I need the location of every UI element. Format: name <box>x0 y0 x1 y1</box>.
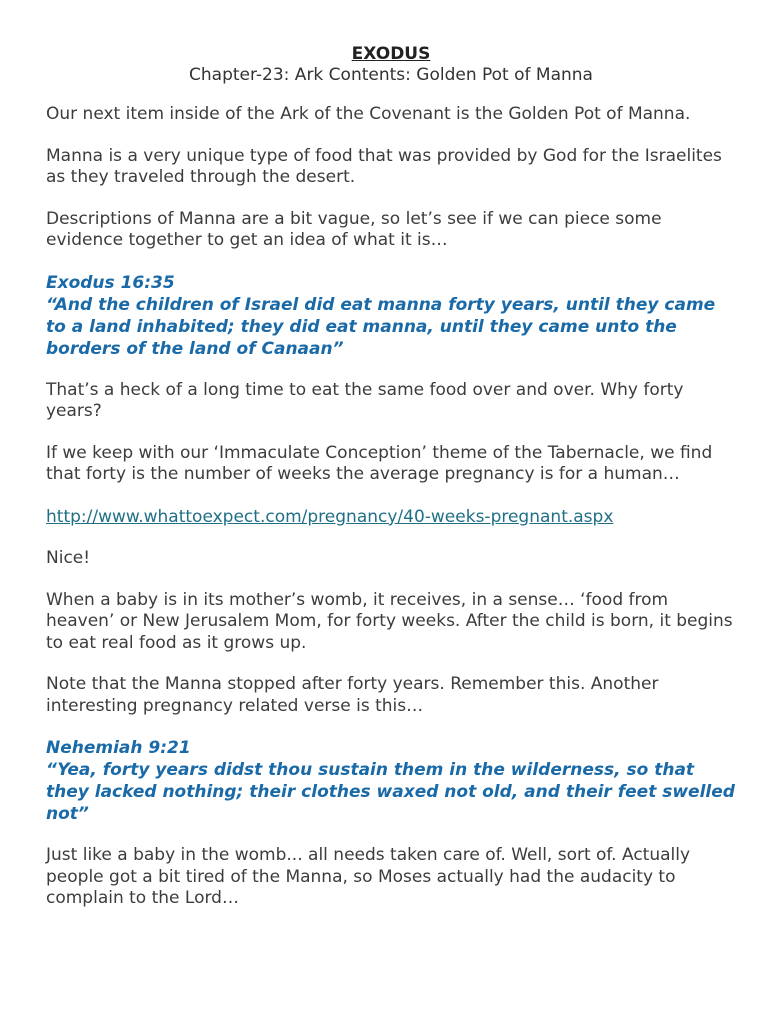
document-title: EXODUS <box>351 44 431 64</box>
paragraph: Our next item inside of the Ark of the Covenant is the Golden Pot of Manna. <box>46 104 691 124</box>
paragraph: Manna is a very unique type of food that was provided by God for the Israelites as they traveled through the desert. <box>46 145 722 187</box>
document-page <box>46 44 736 930</box>
verse-reference: Exodus 16:35 <box>46 272 175 293</box>
pregnancy-link[interactable]: http://www.whattoexpect.com/pregnancy/40-weeks-pregnant.aspx <box>46 506 614 527</box>
scripture-quote <box>46 272 736 360</box>
paragraph: Just like a baby in the womb... all needs taken care of. Well, sort of. Actually people got a bit tired of the Manna, so Moses actually had the audacity to complain to the Lord… <box>46 845 691 908</box>
verse-text: “And the children of Israel did eat manna forty years, until they came to a land inhabited; they did eat manna, until they came unto the borders of the land of Canaan” <box>46 294 716 359</box>
paragraph: Note that the Manna stopped after forty years. Remember this. Another interesting pregnancy related verse is this… <box>46 674 659 716</box>
verse-reference: Nehemiah 9:21 <box>46 738 191 758</box>
paragraph: Descriptions of Manna are a bit vague, so let’s see if we can piece some evidence together to get an idea of what it is… <box>46 208 662 250</box>
paragraph: If we keep with our ‘Immaculate Conception’ theme of the Tabernacle, we find that forty is the number of weeks the average pregnancy is for a human… <box>46 442 713 484</box>
paragraph: When a baby is in its mother’s womb, it receives, in a sense… ‘food from heaven’ or New Jerusalem Mom, for forty weeks. After the child is born, it begins to eat real food as it grows up. <box>46 589 733 653</box>
paragraph: Nice! <box>46 548 91 568</box>
verse-text: “Yea, forty years didst thou sustain them in the wilderness, so that they lacked nothing; their clothes waxed not old, and their feet swelled not” <box>46 760 735 824</box>
paragraph: That’s a heck of a long time to eat the same food over and over. Why forty years? <box>46 379 684 421</box>
chapter-subtitle: Chapter-23: Ark Contents: Golden Pot of Manna <box>189 65 593 85</box>
link-paragraph <box>46 506 736 529</box>
scripture-quote <box>46 737 736 825</box>
